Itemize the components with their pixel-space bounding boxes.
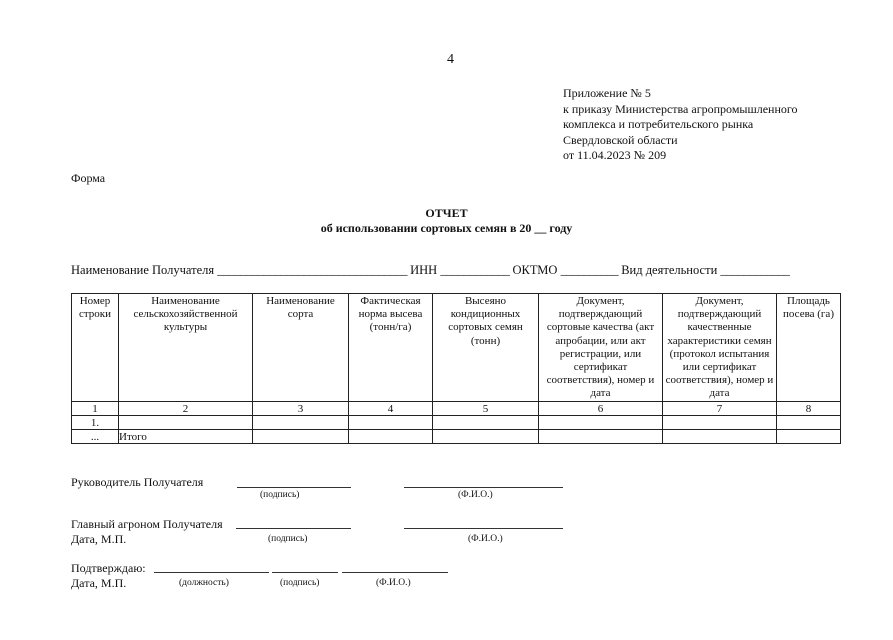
table-cell bbox=[253, 430, 349, 444]
column-header: Наименование сорта bbox=[253, 294, 349, 402]
confirm-fio-caption: (Ф.И.О.) bbox=[376, 578, 411, 588]
confirm-sign-caption: (подпись) bbox=[280, 578, 320, 588]
column-number: 4 bbox=[349, 402, 433, 416]
agronomist-signature-line bbox=[236, 528, 351, 529]
table-total-row bbox=[72, 430, 841, 444]
table-cell: 1. bbox=[72, 416, 119, 430]
agronomist-date-label: Дата, М.П. bbox=[71, 532, 127, 546]
column-number: 7 bbox=[663, 402, 777, 416]
activity-blank: ____________ bbox=[720, 263, 790, 277]
confirm-date-label: Дата, М.П. bbox=[71, 576, 127, 590]
head-fio-line bbox=[404, 487, 563, 488]
column-header: Номер строки bbox=[72, 294, 119, 402]
oktmo-blank: __________ bbox=[560, 263, 619, 277]
table-row bbox=[72, 416, 841, 430]
head-fio-caption: (Ф.И.О.) bbox=[458, 490, 493, 500]
head-label: Руководитель Получателя bbox=[71, 475, 204, 489]
column-number: 8 bbox=[777, 402, 841, 416]
annex-block bbox=[563, 86, 798, 164]
column-number: 6 bbox=[539, 402, 663, 416]
column-number: 5 bbox=[433, 402, 539, 416]
table-cell bbox=[349, 416, 433, 430]
agronomist-fio-caption: (Ф.И.О.) bbox=[468, 534, 503, 544]
column-header: Высеяно кондиционных сортовых семян (тонн) bbox=[433, 294, 539, 402]
table-header-row bbox=[72, 294, 841, 402]
confirm-label: Подтверждаю: bbox=[71, 561, 146, 575]
table-cell bbox=[433, 430, 539, 444]
recipient-name-label: Наименование Получателя bbox=[71, 263, 215, 277]
column-number-row bbox=[72, 402, 841, 416]
table-cell bbox=[539, 416, 663, 430]
activity-label: Вид деятельности bbox=[621, 263, 718, 277]
column-header: Площадь посева (га) bbox=[777, 294, 841, 402]
inn-label: ИНН bbox=[410, 263, 438, 277]
form-label: Форма bbox=[71, 171, 106, 185]
recipient-name-blank: _________________________________ bbox=[217, 263, 407, 277]
column-header: Фактическая норма высева (тонн/га) bbox=[349, 294, 433, 402]
annex-line: к приказу Министерства агропромышленного bbox=[563, 101, 798, 116]
table-cell bbox=[119, 416, 253, 430]
table-cell bbox=[253, 416, 349, 430]
annex-line: от 11.04.2023 № 209 bbox=[563, 148, 667, 162]
inn-blank: ____________ bbox=[440, 263, 510, 277]
column-number: 3 bbox=[253, 402, 349, 416]
agronomist-label: Главный агроном Получателя bbox=[71, 517, 223, 531]
column-number: 2 bbox=[119, 402, 253, 416]
head-sign-caption: (подпись) bbox=[260, 490, 300, 500]
agronomist-sign-caption: (подпись) bbox=[268, 534, 308, 544]
table-cell bbox=[777, 430, 841, 444]
page-number: 4 bbox=[447, 52, 454, 67]
table-cell: ... bbox=[72, 430, 119, 444]
column-number: 1 bbox=[72, 402, 119, 416]
confirm-signature-line bbox=[272, 572, 338, 573]
table-cell bbox=[777, 416, 841, 430]
recipient-line bbox=[71, 263, 789, 278]
annex-line: Свердловской области bbox=[563, 132, 678, 147]
confirm-fio-line bbox=[342, 572, 448, 573]
table-cell bbox=[539, 430, 663, 444]
table-cell bbox=[433, 416, 539, 430]
report-title: ОТЧЕТ bbox=[425, 206, 468, 220]
agronomist-fio-line bbox=[404, 528, 563, 529]
column-header: Наименование сельскохозяйственной культуры bbox=[119, 294, 253, 402]
table-cell: Итого bbox=[119, 430, 253, 444]
column-header: Документ, подтверждающий сортовые качества (акт апробации, или акт регистрации, или сертификат соответствия), номер и дата bbox=[539, 294, 663, 402]
confirm-position-line bbox=[154, 572, 269, 573]
report-subtitle: об использовании сортовых семян в 20 __ году bbox=[320, 221, 573, 235]
report-table bbox=[71, 293, 841, 444]
annex-line: Приложение № 5 bbox=[563, 86, 651, 100]
annex-line: комплекса и потребительского рынка bbox=[563, 117, 754, 131]
table-cell bbox=[663, 416, 777, 430]
confirm-position-caption: (должность) bbox=[179, 578, 229, 588]
table-cell bbox=[663, 430, 777, 444]
column-header: Документ, подтверждающий качественные характеристики семян (протокол испытания или сертификат соответствия), номер и дата bbox=[663, 294, 777, 402]
oktmo-label: ОКТМО bbox=[512, 263, 558, 277]
head-signature-line bbox=[237, 487, 351, 488]
table-cell bbox=[349, 430, 433, 444]
